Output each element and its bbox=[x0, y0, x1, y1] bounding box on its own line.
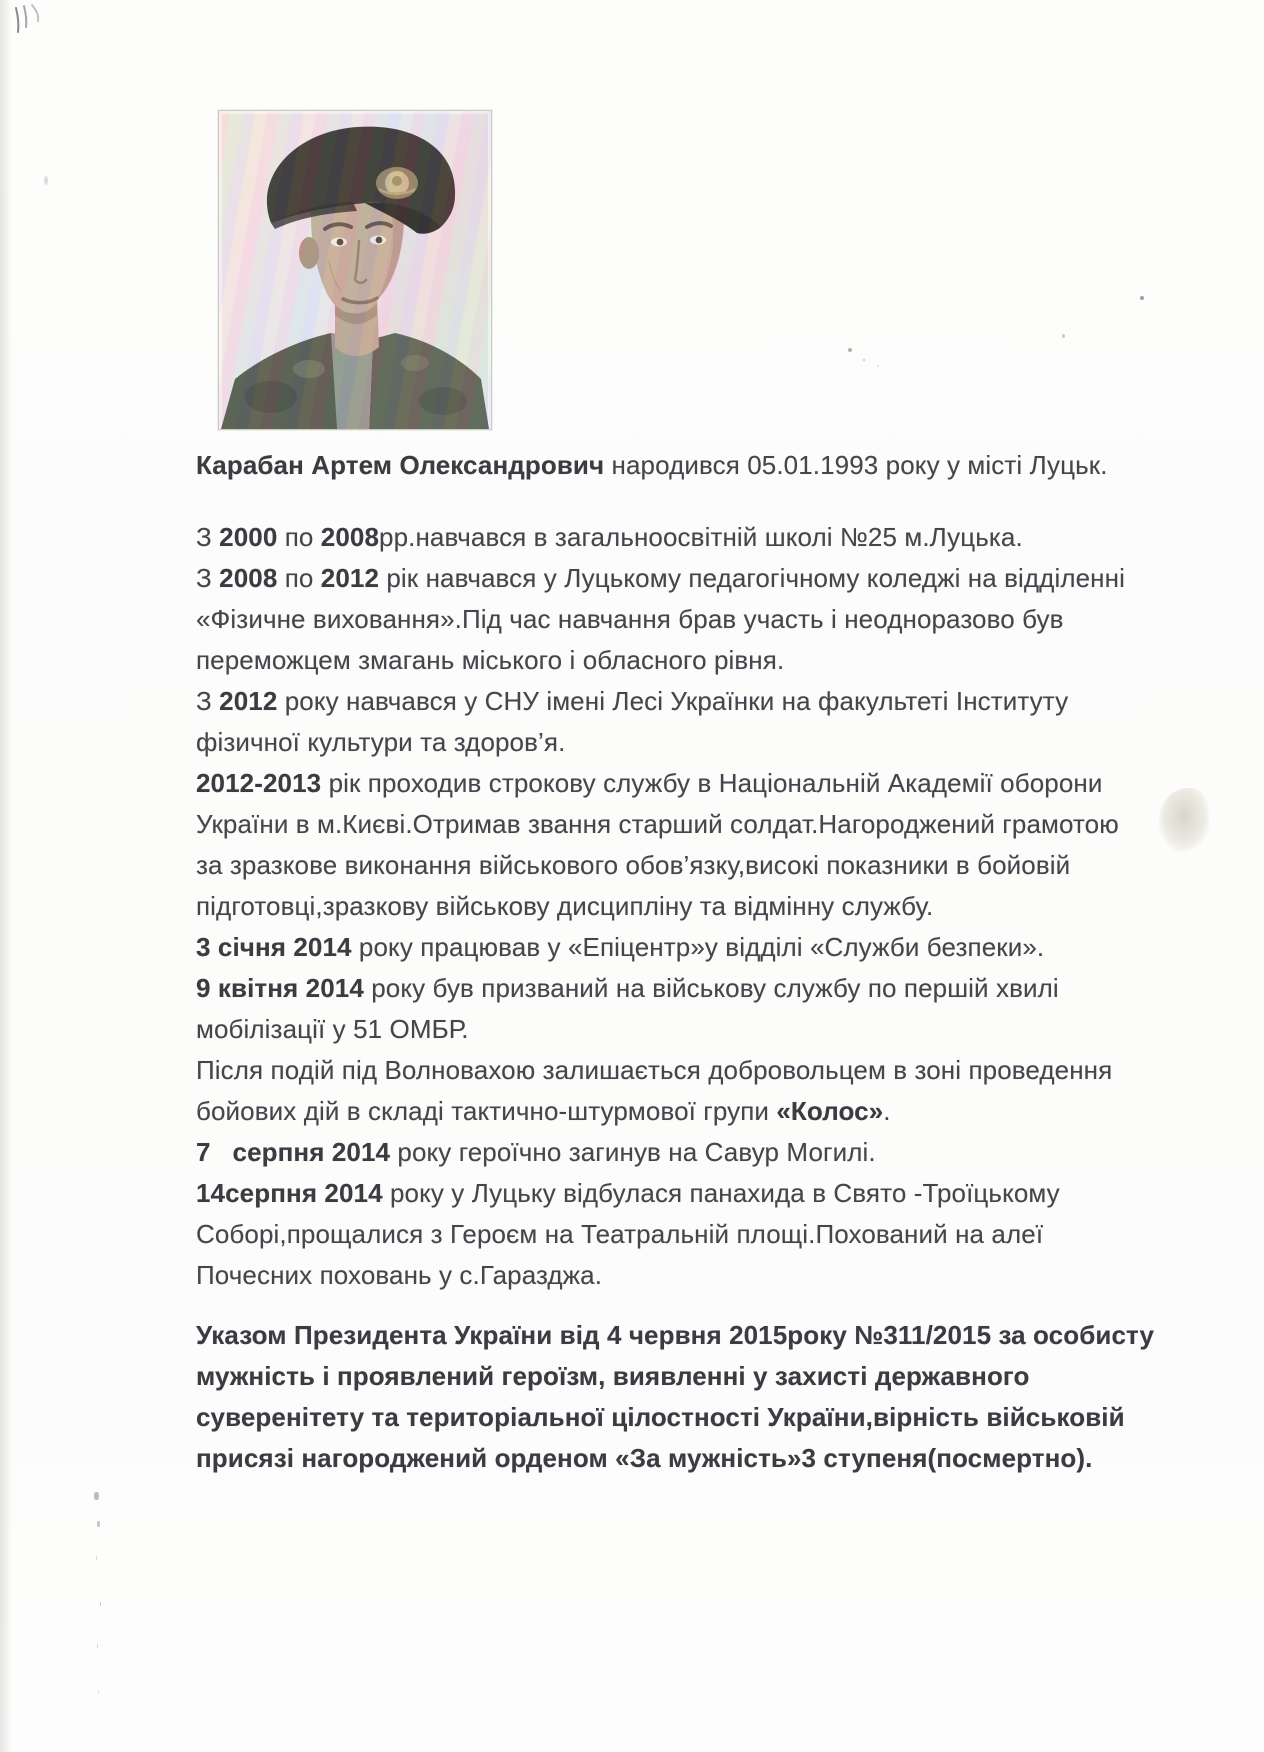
text-run: України в м.Києві.Отримав звання старший солдат.Нагороджений грамотою bbox=[196, 809, 1119, 839]
text-line bbox=[196, 1255, 1096, 1296]
text-line bbox=[196, 1050, 1113, 1091]
text-line bbox=[196, 886, 1096, 927]
text-run-bold: 2012 bbox=[320, 563, 380, 593]
text-run: рік проходив строкову службу в Національній Академії оборони bbox=[321, 768, 1103, 798]
text-run-bold: 2012 bbox=[219, 686, 278, 716]
text-run-bold: 9 квітня 2014 bbox=[196, 973, 364, 1003]
text-run: року працював у «Епіцентр»у відділі «Служби безпеки». bbox=[351, 932, 1045, 962]
text-run: року у Луцьку відбулася панахида в Свято -Троїцькому bbox=[382, 1178, 1060, 1208]
text-run-bold: мужність і проявлений героїзм, виявленні у захисті державного bbox=[196, 1361, 1030, 1391]
text-run: Соборі,прощалися з Героєм на Театральній площі.Похований на алеї bbox=[196, 1219, 1044, 1249]
text-run-bold: 2008 bbox=[320, 522, 380, 552]
text-line bbox=[196, 1397, 1125, 1438]
scan-speck-cluster bbox=[848, 348, 852, 352]
text-run: бойових дій в складі тактично-штурмової групи bbox=[196, 1096, 777, 1126]
text-line bbox=[196, 1356, 1096, 1397]
text-run-bold: 14серпня 2014 bbox=[196, 1178, 383, 1208]
text-run: рр.навчався в загальноосвітній школі №25 м.Луцька. bbox=[379, 522, 1023, 552]
text-run: року навчався у СНУ імені Лесі Українки на факультеті Інституту bbox=[277, 686, 1069, 716]
text-line bbox=[196, 558, 1125, 599]
text-run: року був призваний на військову службу по першій хвилі bbox=[363, 973, 1059, 1003]
text-line bbox=[196, 1438, 1096, 1479]
text-run: З bbox=[196, 563, 220, 593]
text-line bbox=[196, 640, 1096, 681]
document-body bbox=[196, 445, 1155, 1479]
text-run: підготовці,зразкову військову дисципліну та відмінну службу. bbox=[196, 891, 934, 921]
text-line bbox=[196, 599, 1096, 640]
text-run: Почесних поховань у с.Гаразджа. bbox=[196, 1260, 603, 1290]
text-line bbox=[196, 804, 1119, 845]
text-run-bold: 3 січня 2014 bbox=[196, 932, 352, 962]
text-run-bold: суверенітету та територіальної цілостності України,вірність військовій bbox=[196, 1402, 1125, 1432]
text-run-bold: «Колос» bbox=[776, 1096, 884, 1126]
text-run-bold: 7 серпня 2014 bbox=[196, 1137, 391, 1167]
text-run: по bbox=[277, 563, 321, 593]
text-run-bold: Карабан Артем Олександрович bbox=[196, 450, 605, 480]
text-run: мобілізації у 51 ОМБР. bbox=[196, 1014, 469, 1044]
text-run-bold: присязі нагороджений орденом «За мужність»3 ступеня(посмертно). bbox=[196, 1443, 1093, 1473]
pen-scribble-icon bbox=[6, 2, 52, 42]
text-line bbox=[196, 968, 1096, 1009]
text-run: по bbox=[277, 522, 321, 552]
beret-badge-icon bbox=[376, 167, 418, 199]
text-line bbox=[196, 1132, 1096, 1173]
text-run-bold: Указом Президента України від 4 червня 2015року №311/2015 за особисту bbox=[196, 1320, 1155, 1350]
soldier-portrait-illustration bbox=[219, 111, 491, 429]
text-run: переможцем змагань міського і обласного рівня. bbox=[196, 645, 785, 675]
text-run: народився 05.01.1993 року у місті Луцьк. bbox=[604, 450, 1108, 480]
text-run: «Фізичне виховання».Під час навчання брав участь і неодноразово був bbox=[196, 604, 1064, 634]
text-run: фізичної культури та здоров’я. bbox=[196, 727, 566, 757]
scan-margin-specks bbox=[94, 1492, 99, 1500]
text-line bbox=[196, 1009, 1096, 1050]
text-run: З bbox=[196, 686, 220, 716]
text-run: за зразкове виконання військового обов’язку,високі показники в бойовій bbox=[196, 850, 1071, 880]
text-line bbox=[196, 445, 1108, 486]
scan-speck bbox=[1140, 296, 1144, 300]
scan-speck bbox=[44, 176, 48, 185]
text-line bbox=[196, 1214, 1096, 1255]
scan-speck bbox=[1062, 334, 1065, 338]
text-line bbox=[196, 927, 1096, 968]
scan-left-edge-shadow bbox=[0, 0, 12, 1752]
text-line bbox=[196, 845, 1096, 886]
scan-stain bbox=[1158, 788, 1210, 852]
text-line bbox=[196, 681, 1096, 722]
text-line bbox=[196, 517, 1096, 558]
text-run-bold: 2000 bbox=[219, 522, 278, 552]
text-run-bold: 2008 bbox=[219, 563, 278, 593]
text-line bbox=[196, 1091, 1096, 1132]
text-line bbox=[196, 1173, 1096, 1214]
text-run: рік навчався у Луцькому педагогічному коледжі на відділенні bbox=[379, 563, 1125, 593]
text-run: Після подій під Волновахою залишається добровольцем в зоні проведення bbox=[196, 1055, 1113, 1085]
text-line bbox=[196, 763, 1103, 804]
portrait-photo bbox=[218, 110, 492, 430]
text-run: року героїчно загинув на Савур Могилі. bbox=[390, 1137, 876, 1167]
text-run: . bbox=[883, 1096, 891, 1126]
text-line bbox=[196, 722, 1096, 763]
text-run-bold: 2012-2013 bbox=[196, 768, 322, 798]
text-line bbox=[196, 1315, 1155, 1356]
text-run: З bbox=[196, 522, 220, 552]
